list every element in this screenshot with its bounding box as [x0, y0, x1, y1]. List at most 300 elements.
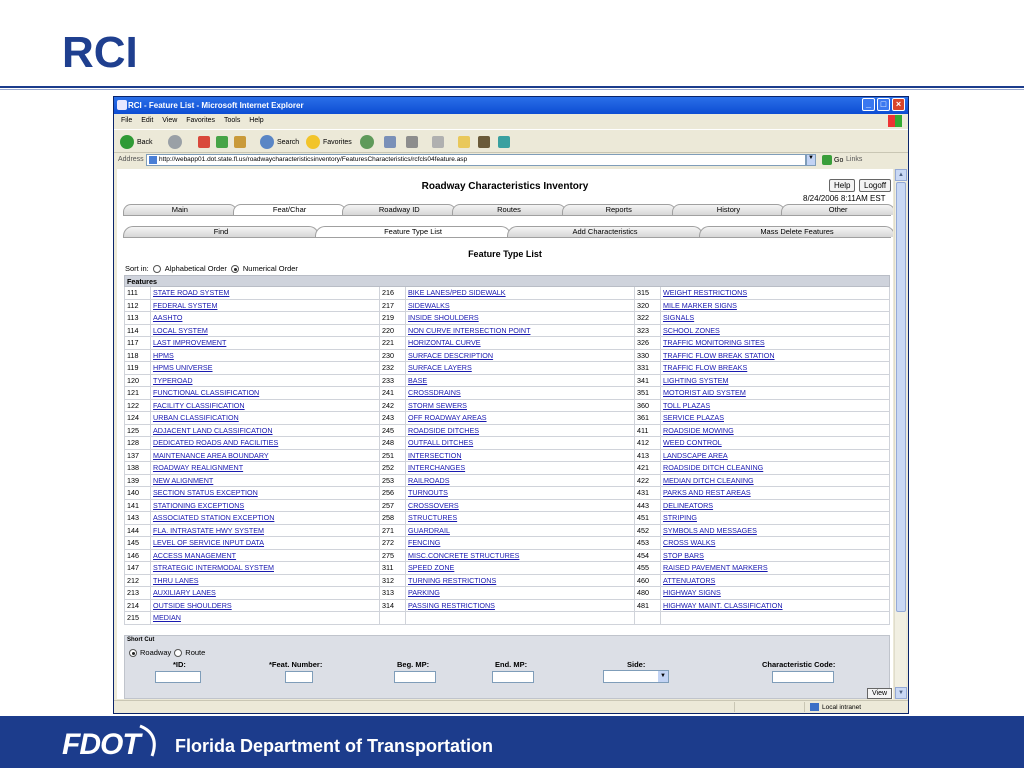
- feature-name-cell: [151, 412, 380, 425]
- research-icon: [478, 136, 490, 148]
- status-bar: [114, 700, 908, 713]
- feature-link[interactable]: SIGNALS: [663, 313, 695, 323]
- feature-link[interactable]: SIDEWALKS: [408, 300, 450, 310]
- subtab-feature-type-list[interactable]: Feature Type List: [315, 226, 511, 237]
- feature-code: 128: [125, 437, 151, 450]
- feature-code: 251: [380, 449, 406, 462]
- favorites-button[interactable]: Favorites: [306, 133, 352, 151]
- feature-name-cell: [406, 599, 635, 612]
- home-icon: [234, 136, 246, 148]
- features-header: Features: [125, 276, 890, 287]
- feature-name-cell: [661, 424, 890, 437]
- feature-link[interactable]: HORIZONTAL CURVE: [408, 338, 481, 348]
- feature-link[interactable]: AUXILIARY LANES: [153, 588, 216, 598]
- feature-link[interactable]: PARKS AND REST AREAS: [663, 488, 751, 498]
- feature-link[interactable]: OUTSIDE SHOULDERS: [153, 600, 232, 610]
- feature-link[interactable]: LIGHTING SYSTEM: [663, 375, 729, 385]
- chevron-down-icon: ▼: [658, 671, 668, 682]
- feature-link[interactable]: ASSOCIATED STATION EXCEPTION: [153, 513, 275, 523]
- go-button[interactable]: Go: [822, 155, 843, 165]
- feature-link[interactable]: SPEED ZONE: [408, 563, 455, 573]
- date-time: 8/24/2006 8:11AM EST: [803, 194, 886, 203]
- feature-link[interactable]: RAISED PAVEMENT MARKERS: [663, 563, 768, 573]
- feature-code: 256: [380, 487, 406, 500]
- feature-code: 243: [380, 412, 406, 425]
- feature-link[interactable]: OUTFALL DITCHES: [408, 438, 474, 448]
- ie-window: [113, 96, 909, 714]
- table-row: [125, 537, 890, 550]
- fdot-swoosh-icon: [62, 722, 162, 762]
- tab-reports[interactable]: Reports: [562, 204, 676, 215]
- page-icon: [149, 156, 157, 164]
- feature-code: 216: [380, 287, 406, 300]
- feature-link[interactable]: TRAFFIC FLOW BREAKS: [663, 363, 748, 373]
- table-row: [125, 299, 890, 312]
- address-label: Address: [118, 156, 144, 163]
- page-content: [117, 169, 893, 699]
- feature-name-cell: [661, 437, 890, 450]
- feature-name-cell: [151, 424, 380, 437]
- feature-name-cell: [151, 487, 380, 500]
- feature-name-cell: [151, 574, 380, 587]
- links-button[interactable]: Links: [846, 156, 863, 163]
- feature-name-cell: [406, 349, 635, 362]
- feature-link[interactable]: HIGHWAY MAINT. CLASSIFICATION: [663, 600, 783, 610]
- history-icon: [360, 135, 374, 149]
- table-row: [125, 312, 890, 325]
- feature-name-cell: [406, 574, 635, 587]
- feature-code: 114: [125, 324, 151, 337]
- roadway-radio[interactable]: [129, 649, 137, 657]
- feature-name-cell: [151, 562, 380, 575]
- feature-code: 232: [380, 362, 406, 375]
- messenger-icon: [498, 136, 510, 148]
- feature-name-cell: [406, 537, 635, 550]
- scroll-thumb[interactable]: [896, 182, 906, 612]
- feature-code: 271: [380, 524, 406, 537]
- feature-link[interactable]: TRAFFIC MONITORING SITES: [663, 338, 765, 348]
- sort-numeric-label: Numerical Order: [242, 264, 298, 273]
- view-button[interactable]: View: [867, 688, 892, 699]
- feature-code: 212: [125, 574, 151, 587]
- feature-name-cell: [661, 487, 890, 500]
- tab-main[interactable]: Main: [123, 204, 237, 215]
- feature-code: 112: [125, 299, 151, 312]
- feature-code: 454: [635, 549, 661, 562]
- table-row: [125, 424, 890, 437]
- feature-link[interactable]: TOLL PLAZAS: [663, 400, 711, 410]
- feature-link[interactable]: INTERCHANGES: [408, 463, 466, 473]
- side-select[interactable]: [603, 670, 669, 683]
- feature-code: 257: [380, 499, 406, 512]
- feature-code: 145: [125, 537, 151, 550]
- feature-link[interactable]: HPMS UNIVERSE: [153, 363, 213, 373]
- feature-name-cell: [406, 337, 635, 350]
- feature-link[interactable]: GUARDRAIL: [408, 525, 450, 535]
- forward-button[interactable]: [168, 133, 182, 151]
- feature-link[interactable]: SCHOOL ZONES: [663, 325, 720, 335]
- shortcut-panel: [124, 635, 890, 699]
- scroll-up-icon[interactable]: ▲: [895, 169, 907, 181]
- status-divider: [804, 702, 805, 712]
- windows-logo-icon: [888, 115, 902, 127]
- table-row: [125, 524, 890, 537]
- feature-name-cell: [661, 587, 890, 600]
- table-row: [125, 587, 890, 600]
- feature-link[interactable]: AASHTO: [153, 313, 183, 323]
- scroll-down-icon[interactable]: ▼: [895, 687, 907, 699]
- feature-code: 118: [125, 349, 151, 362]
- address-input[interactable]: [146, 154, 806, 166]
- folder-button[interactable]: [458, 133, 470, 151]
- home-button[interactable]: [234, 133, 246, 151]
- feature-code: 146: [125, 549, 151, 562]
- feat-number-input[interactable]: [285, 671, 313, 683]
- feature-name-cell: [406, 312, 635, 325]
- ie-icon: [117, 100, 127, 110]
- table-row: [125, 612, 890, 625]
- refresh-icon: [216, 136, 228, 148]
- feature-name-cell: [406, 474, 635, 487]
- feature-link[interactable]: STRUCTURES: [408, 513, 458, 523]
- feature-link[interactable]: LAST IMPROVEMENT: [153, 338, 227, 348]
- feature-link[interactable]: DELINEATORS: [663, 500, 714, 510]
- feature-name-cell: [661, 524, 890, 537]
- main-nav: [123, 204, 891, 215]
- subtab-add-characteristics[interactable]: Add Characteristics: [507, 226, 703, 237]
- feature-name-cell: [406, 587, 635, 600]
- feature-name-cell: [151, 612, 380, 625]
- feature-code: 214: [125, 599, 151, 612]
- feature-name-cell: [151, 399, 380, 412]
- back-button[interactable]: Back: [120, 133, 153, 151]
- mail-button[interactable]: [384, 133, 396, 151]
- feature-name-cell: [406, 549, 635, 562]
- features-body: [125, 287, 890, 625]
- feature-link[interactable]: INSIDE SHOULDERS: [408, 313, 479, 323]
- feature-link[interactable]: PASSING RESTRICTIONS: [408, 600, 495, 610]
- feature-link[interactable]: TYPEROAD: [153, 375, 193, 385]
- feature-code: 117: [125, 337, 151, 350]
- subtab-find[interactable]: Find: [123, 226, 319, 237]
- feature-code: 413: [635, 449, 661, 462]
- window-titlebar[interactable]: [114, 97, 908, 114]
- feature-link[interactable]: ADJACENT LAND CLASSIFICATION: [153, 425, 273, 435]
- edit-button[interactable]: [432, 133, 444, 151]
- slide-title: RCI: [62, 28, 138, 77]
- feature-name-cell: [661, 312, 890, 325]
- feature-link[interactable]: BIKE LANES/PED SIDEWALK: [408, 288, 506, 298]
- feature-name-cell: [151, 374, 380, 387]
- beg-mp-input[interactable]: [394, 671, 436, 683]
- feature-code: 431: [635, 487, 661, 500]
- feature-list-title: Feature Type List: [468, 249, 542, 259]
- sub-nav-line: [123, 237, 891, 238]
- feature-code: 245: [380, 424, 406, 437]
- feature-name-cell: [661, 574, 890, 587]
- feature-name-cell: [151, 312, 380, 325]
- feature-code: 121: [125, 387, 151, 400]
- table-row: [125, 599, 890, 612]
- sort-numeric-radio[interactable]: [231, 265, 239, 273]
- feature-link[interactable]: TURNING RESTRICTIONS: [408, 575, 497, 585]
- subtab-mass-delete[interactable]: Mass Delete Features: [699, 226, 893, 237]
- feature-link[interactable]: ACCESS MANAGEMENT: [153, 550, 237, 560]
- menu-view[interactable]: View: [162, 117, 178, 124]
- feature-link[interactable]: STATIONING EXCEPTIONS: [153, 500, 245, 510]
- mail-icon: [384, 136, 396, 148]
- feature-link[interactable]: FENCING: [408, 538, 441, 548]
- maximize-button[interactable]: □: [877, 98, 890, 111]
- forward-arrow-icon: [168, 135, 182, 149]
- menu-tools[interactable]: Tools: [224, 117, 241, 124]
- feature-link[interactable]: ATTENUATORS: [663, 575, 716, 585]
- feature-link[interactable]: OFF ROADWAY AREAS: [408, 413, 487, 423]
- feature-code: 138: [125, 462, 151, 475]
- feature-code: 330: [635, 349, 661, 362]
- feature-code: 272: [380, 537, 406, 550]
- feature-link[interactable]: FACILITY CLASSIFICATION: [153, 400, 245, 410]
- feature-link[interactable]: STOP BARS: [663, 550, 704, 560]
- feature-link[interactable]: LEVEL OF SERVICE INPUT DATA: [153, 538, 265, 548]
- feature-link[interactable]: MOTORIST AID SYSTEM: [663, 388, 746, 398]
- feature-name-cell: [151, 537, 380, 550]
- feature-link[interactable]: HIGHWAY SIGNS: [663, 588, 721, 598]
- browser-toolbar: [114, 129, 908, 153]
- feature-link[interactable]: THRU LANES: [153, 575, 199, 585]
- research-button[interactable]: [478, 133, 490, 151]
- feature-name-cell: [406, 399, 635, 412]
- tab-history[interactable]: History: [672, 204, 786, 215]
- sub-nav: [123, 226, 891, 237]
- stop-button[interactable]: [198, 133, 210, 151]
- feature-link[interactable]: STRIPING: [663, 513, 697, 523]
- feature-link[interactable]: PARKING: [408, 588, 440, 598]
- messenger-button[interactable]: [498, 133, 510, 151]
- address-dropdown-button[interactable]: ▼: [806, 154, 816, 166]
- slide-footer: [0, 716, 1024, 768]
- feature-code: 320: [635, 299, 661, 312]
- feature-link[interactable]: MISC.CONCRETE STRUCTURES: [408, 550, 520, 560]
- feature-code: 453: [635, 537, 661, 550]
- minimize-button[interactable]: _: [862, 98, 875, 111]
- feature-name-cell: [151, 499, 380, 512]
- close-button[interactable]: ×: [892, 98, 905, 111]
- app-title: Roadway Characteristics Inventory: [421, 181, 589, 192]
- feature-link[interactable]: NEW ALIGNMENT: [153, 475, 214, 485]
- sort-alpha-radio[interactable]: [153, 265, 161, 273]
- feature-link[interactable]: ROADSIDE MOWING: [663, 425, 734, 435]
- feature-name-cell: [406, 462, 635, 475]
- feature-name-cell: [151, 437, 380, 450]
- feature-link[interactable]: SYMBOLS AND MESSAGES: [663, 525, 757, 535]
- feature-name-cell: [661, 474, 890, 487]
- status-divider: [734, 702, 735, 712]
- feature-name-cell: [661, 324, 890, 337]
- tab-feat-char[interactable]: Feat/Char: [233, 204, 347, 215]
- feature-name-cell: [406, 612, 635, 625]
- feature-link[interactable]: CROSS WALKS: [663, 538, 716, 548]
- main-nav-line: [123, 215, 891, 216]
- feature-link[interactable]: NON CURVE INTERSECTION POINT: [408, 325, 531, 335]
- table-row: [125, 499, 890, 512]
- feature-link[interactable]: MEDIAN: [153, 613, 181, 623]
- feature-code: 143: [125, 512, 151, 525]
- feature-link[interactable]: CROSSOVERS: [408, 500, 459, 510]
- menu-file[interactable]: File: [121, 117, 133, 124]
- feature-name-cell: [406, 374, 635, 387]
- search-button[interactable]: Search: [260, 133, 299, 151]
- feature-name-cell: [406, 499, 635, 512]
- feature-name-cell: [406, 524, 635, 537]
- feature-link[interactable]: WEED CONTROL: [663, 438, 722, 448]
- feature-name-cell: [661, 362, 890, 375]
- feature-code: 326: [635, 337, 661, 350]
- char-code-input[interactable]: [772, 671, 834, 683]
- feature-name-cell: [661, 549, 890, 562]
- tab-roadway-id[interactable]: Roadway ID: [342, 204, 456, 215]
- feature-code: 341: [635, 374, 661, 387]
- feature-code: 275: [380, 549, 406, 562]
- id-input[interactable]: [155, 671, 201, 683]
- feature-code: 221: [380, 337, 406, 350]
- feature-name-cell: [661, 287, 890, 300]
- feature-link[interactable]: STORM SEWERS: [408, 400, 467, 410]
- feature-name-cell: [661, 449, 890, 462]
- feature-link[interactable]: RAILROADS: [408, 475, 450, 485]
- feature-name-cell: [151, 474, 380, 487]
- shortcut-mode: [129, 648, 205, 657]
- feat-number-label: *Feat. Number:: [269, 660, 323, 669]
- feature-link[interactable]: SERVICE PLAZAS: [663, 413, 724, 423]
- table-row: [125, 362, 890, 375]
- char-code-label: Characteristic Code:: [762, 660, 836, 669]
- route-radio[interactable]: [174, 649, 182, 657]
- feature-link[interactable]: LANDSCAPE AREA: [663, 450, 728, 460]
- feature-link[interactable]: MAINTENANCE AREA BOUNDARY: [153, 450, 269, 460]
- feature-link[interactable]: ROADWAY REALIGNMENT: [153, 463, 244, 473]
- end-mp-input[interactable]: [492, 671, 534, 683]
- feature-link[interactable]: SURFACE DESCRIPTION: [408, 350, 494, 360]
- feature-code: 111: [125, 287, 151, 300]
- feature-link[interactable]: FLA. INTRASTATE HWY SYSTEM: [153, 525, 265, 535]
- feature-link[interactable]: LOCAL SYSTEM: [153, 325, 208, 335]
- beg-mp-label: Beg. MP:: [397, 660, 430, 669]
- go-arrow-icon: [822, 155, 832, 165]
- feature-code: 422: [635, 474, 661, 487]
- feature-link[interactable]: DEDICATED ROADS AND FACILITIES: [153, 438, 279, 448]
- feature-code: 258: [380, 512, 406, 525]
- table-row: [125, 487, 890, 500]
- feature-name-cell: [406, 324, 635, 337]
- feature-link[interactable]: CROSSDRAINS: [408, 388, 461, 398]
- feature-code: 139: [125, 474, 151, 487]
- id-label: *ID:: [173, 660, 186, 669]
- feature-link[interactable]: INTERSECTION: [408, 450, 462, 460]
- table-row: [125, 387, 890, 400]
- feature-name-cell: [406, 387, 635, 400]
- feature-link[interactable]: ROADSIDE DITCHES: [408, 425, 480, 435]
- feature-code: 312: [380, 574, 406, 587]
- tab-other[interactable]: Other: [781, 204, 893, 215]
- feature-code: 314: [380, 599, 406, 612]
- feature-link[interactable]: URBAN CLASSIFICATION: [153, 413, 239, 423]
- menu-favorites[interactable]: Favorites: [186, 117, 216, 124]
- feature-link[interactable]: WEIGHT RESTRICTIONS: [663, 288, 748, 298]
- shortcut-label: Short Cut: [127, 637, 155, 643]
- history-button[interactable]: [360, 133, 374, 151]
- feature-code: 241: [380, 387, 406, 400]
- end-mp-label: End. MP:: [495, 660, 528, 669]
- security-zone: Local intranet: [810, 703, 861, 711]
- feature-link[interactable]: HPMS: [153, 350, 174, 360]
- feature-link[interactable]: MILE MARKER SIGNS: [663, 300, 737, 310]
- feature-code: 213: [125, 587, 151, 600]
- feature-name-cell: [151, 599, 380, 612]
- feature-name-cell: [406, 287, 635, 300]
- feature-name-cell: [661, 349, 890, 362]
- sort-options: [125, 264, 298, 273]
- feature-code: 242: [380, 399, 406, 412]
- table-row: [125, 324, 890, 337]
- feature-link[interactable]: TRAFFIC FLOW BREAK STATION: [663, 350, 775, 360]
- menu-help[interactable]: Help: [249, 117, 264, 124]
- menu-edit[interactable]: Edit: [141, 117, 154, 124]
- feature-code: 360: [635, 399, 661, 412]
- refresh-button[interactable]: [216, 133, 228, 151]
- feature-link[interactable]: SECTION STATUS EXCEPTION: [153, 488, 258, 498]
- footer-org-name: Florida Department of Transportation: [175, 736, 494, 756]
- feature-link[interactable]: BASE: [408, 375, 428, 385]
- feature-name-cell: [661, 512, 890, 525]
- feature-name-cell: [406, 487, 635, 500]
- tab-routes[interactable]: Routes: [452, 204, 566, 215]
- feature-link[interactable]: STRATEGIC INTERMODAL SYSTEM: [153, 563, 274, 573]
- logoff-button[interactable]: Logoff: [859, 179, 891, 192]
- table-row: [125, 399, 890, 412]
- feature-name-cell: [151, 299, 380, 312]
- feature-link[interactable]: FEDERAL SYSTEM: [153, 300, 218, 310]
- feature-name-cell: [151, 512, 380, 525]
- feature-name-cell: [406, 412, 635, 425]
- sort-label: Sort in:: [125, 264, 149, 273]
- table-row: [125, 412, 890, 425]
- feature-code: 322: [635, 312, 661, 325]
- feature-link[interactable]: STATE ROAD SYSTEM: [153, 288, 230, 298]
- feature-link[interactable]: ROADSIDE DITCH CLEANING: [663, 463, 764, 473]
- feature-code: 313: [380, 587, 406, 600]
- feature-name-cell: [661, 337, 890, 350]
- feature-code: 125: [125, 424, 151, 437]
- feature-code: 480: [635, 587, 661, 600]
- feature-code: 113: [125, 312, 151, 325]
- table-row: [125, 462, 890, 475]
- print-button[interactable]: [406, 133, 418, 151]
- feature-link[interactable]: TURNOUTS: [408, 488, 448, 498]
- table-row: [125, 549, 890, 562]
- feature-code: 455: [635, 562, 661, 575]
- feature-code: 141: [125, 499, 151, 512]
- feature-code: 140: [125, 487, 151, 500]
- feature-link[interactable]: SURFACE LAYERS: [408, 363, 472, 373]
- address-bar: [114, 153, 908, 168]
- help-button[interactable]: Help: [829, 179, 855, 192]
- feature-link[interactable]: FUNCTIONAL CLASSIFICATION: [153, 388, 260, 398]
- feature-code: 230: [380, 349, 406, 362]
- feature-link[interactable]: MEDIAN DITCH CLEANING: [663, 475, 754, 485]
- feature-name-cell: [661, 374, 890, 387]
- vertical-scrollbar[interactable]: [894, 169, 906, 699]
